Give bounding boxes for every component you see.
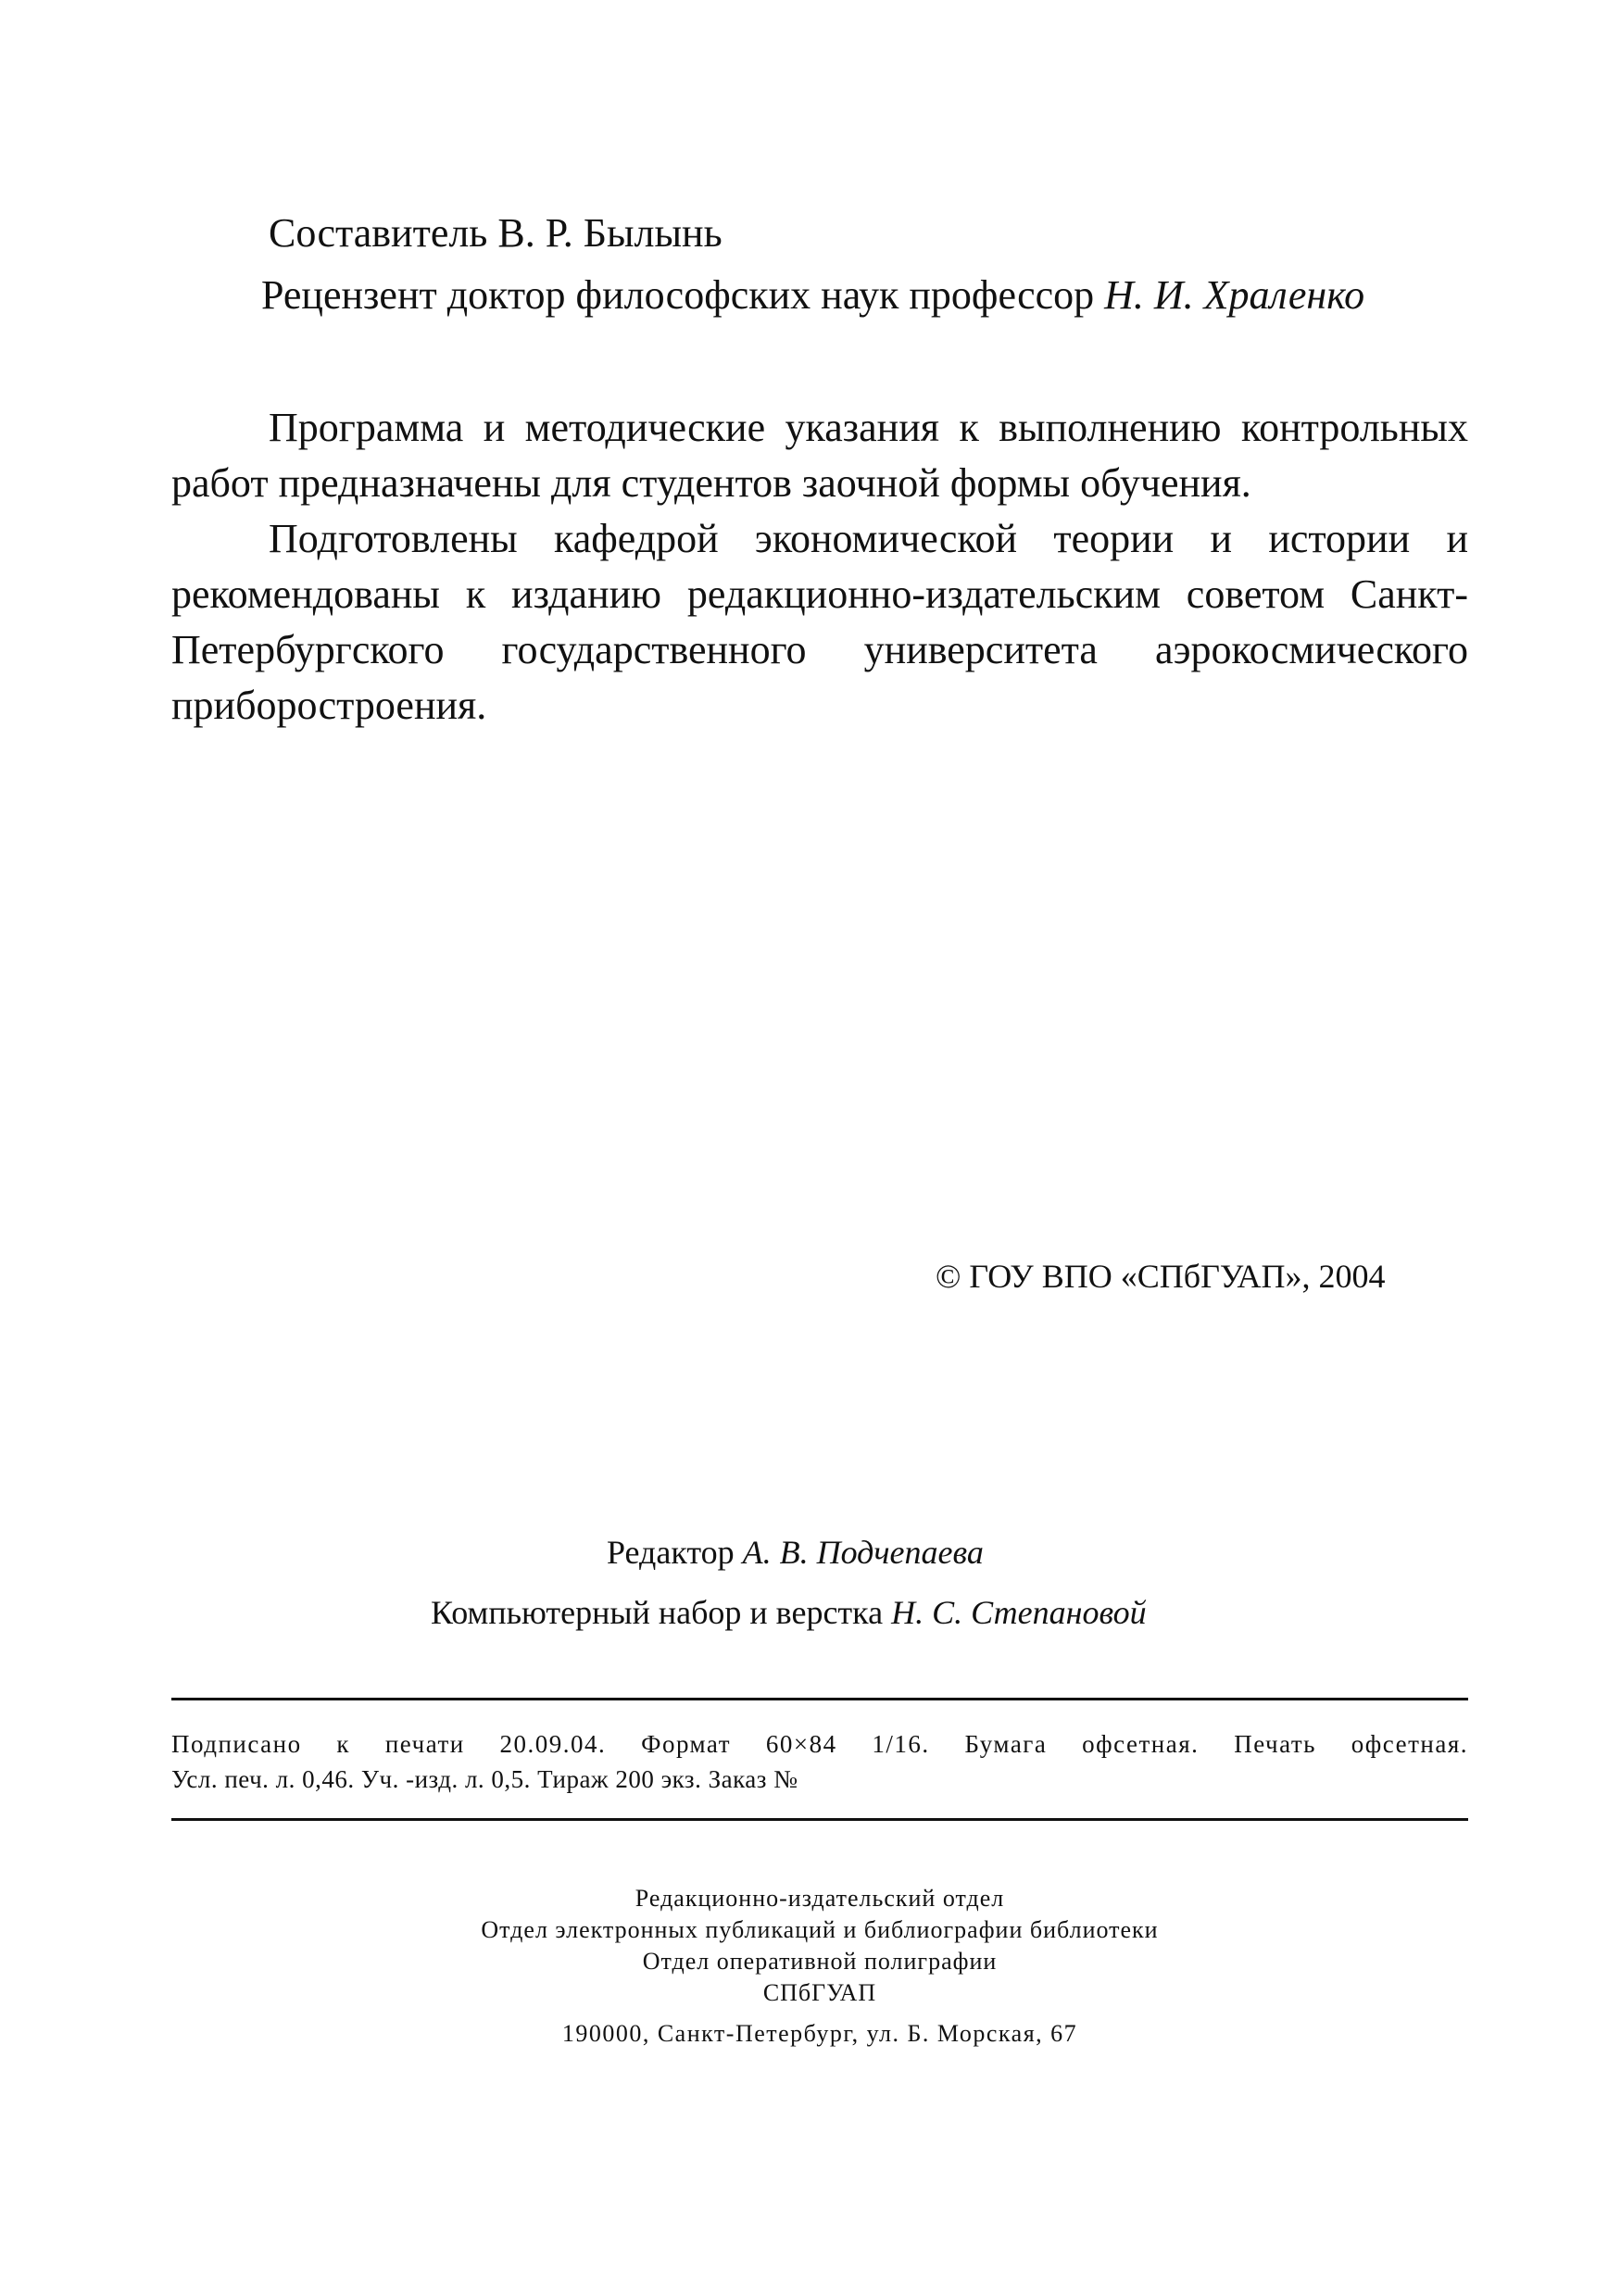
- reviewer-name: Н. И. Храленко: [1104, 272, 1365, 318]
- typesetting-name: Н. С. Степановой: [891, 1594, 1147, 1631]
- editor-credit: [607, 1533, 984, 1572]
- compiler-text: Составитель В. Р. Былынь: [269, 210, 723, 256]
- annotation-paragraph: Программа и методические указания к выполнению контрольных работ предназначены для студентов заочной формы обучения.: [171, 405, 1468, 506]
- editor-label: Редактор: [607, 1534, 735, 1571]
- reviewer-credit: [261, 272, 1365, 318]
- reviewer-label: Рецензент доктор философских наук профессор: [261, 272, 1095, 318]
- editor-name: А. В. Подчепаева: [742, 1534, 984, 1571]
- top-divider: [171, 1698, 1468, 1700]
- publication-data-line: Усл. печ. л. 0,46. Уч. -изд. л. 0,5. Тираж 200 экз. Заказ №: [171, 1765, 798, 1793]
- printer-line: СПбГУАП: [762, 1979, 877, 2006]
- printer-line: Отдел электронных публикаций и библиографии библиотеки: [481, 1916, 1159, 1943]
- compiler-credit: [269, 210, 723, 256]
- typesetting-label: Компьютерный набор и верстка: [431, 1594, 884, 1631]
- copyright-text: © ГОУ ВПО «СПбГУАП», 2004: [936, 1258, 1386, 1295]
- copyright-notice: [936, 1257, 1386, 1296]
- publication-data-line: Подписано к печати 20.09.04. Формат 60×84 1/16. Бумага офсетная. Печать офсетная.: [171, 1730, 1468, 1758]
- printer-line: Отдел оперативной полиграфии: [642, 1948, 998, 1975]
- bottom-divider: [171, 1818, 1468, 1821]
- printer-address: 190000, Санкт-Петербург, ул. Б. Морская, 67: [561, 2020, 1078, 2047]
- typesetting-credit: [431, 1593, 1147, 1632]
- publication-data: [171, 1726, 1468, 1797]
- printer-info: [171, 1883, 1468, 2050]
- printer-line: Редакционно-издательский отдел: [635, 1885, 1005, 1912]
- annotation: [171, 400, 1468, 734]
- annotation-paragraph: Подготовлены кафедрой экономической теории и истории и рекомендованы к изданию редакционно-издательским советом Санкт-Петербургского государственного университета аэрокосмического приборостроения.: [171, 516, 1468, 728]
